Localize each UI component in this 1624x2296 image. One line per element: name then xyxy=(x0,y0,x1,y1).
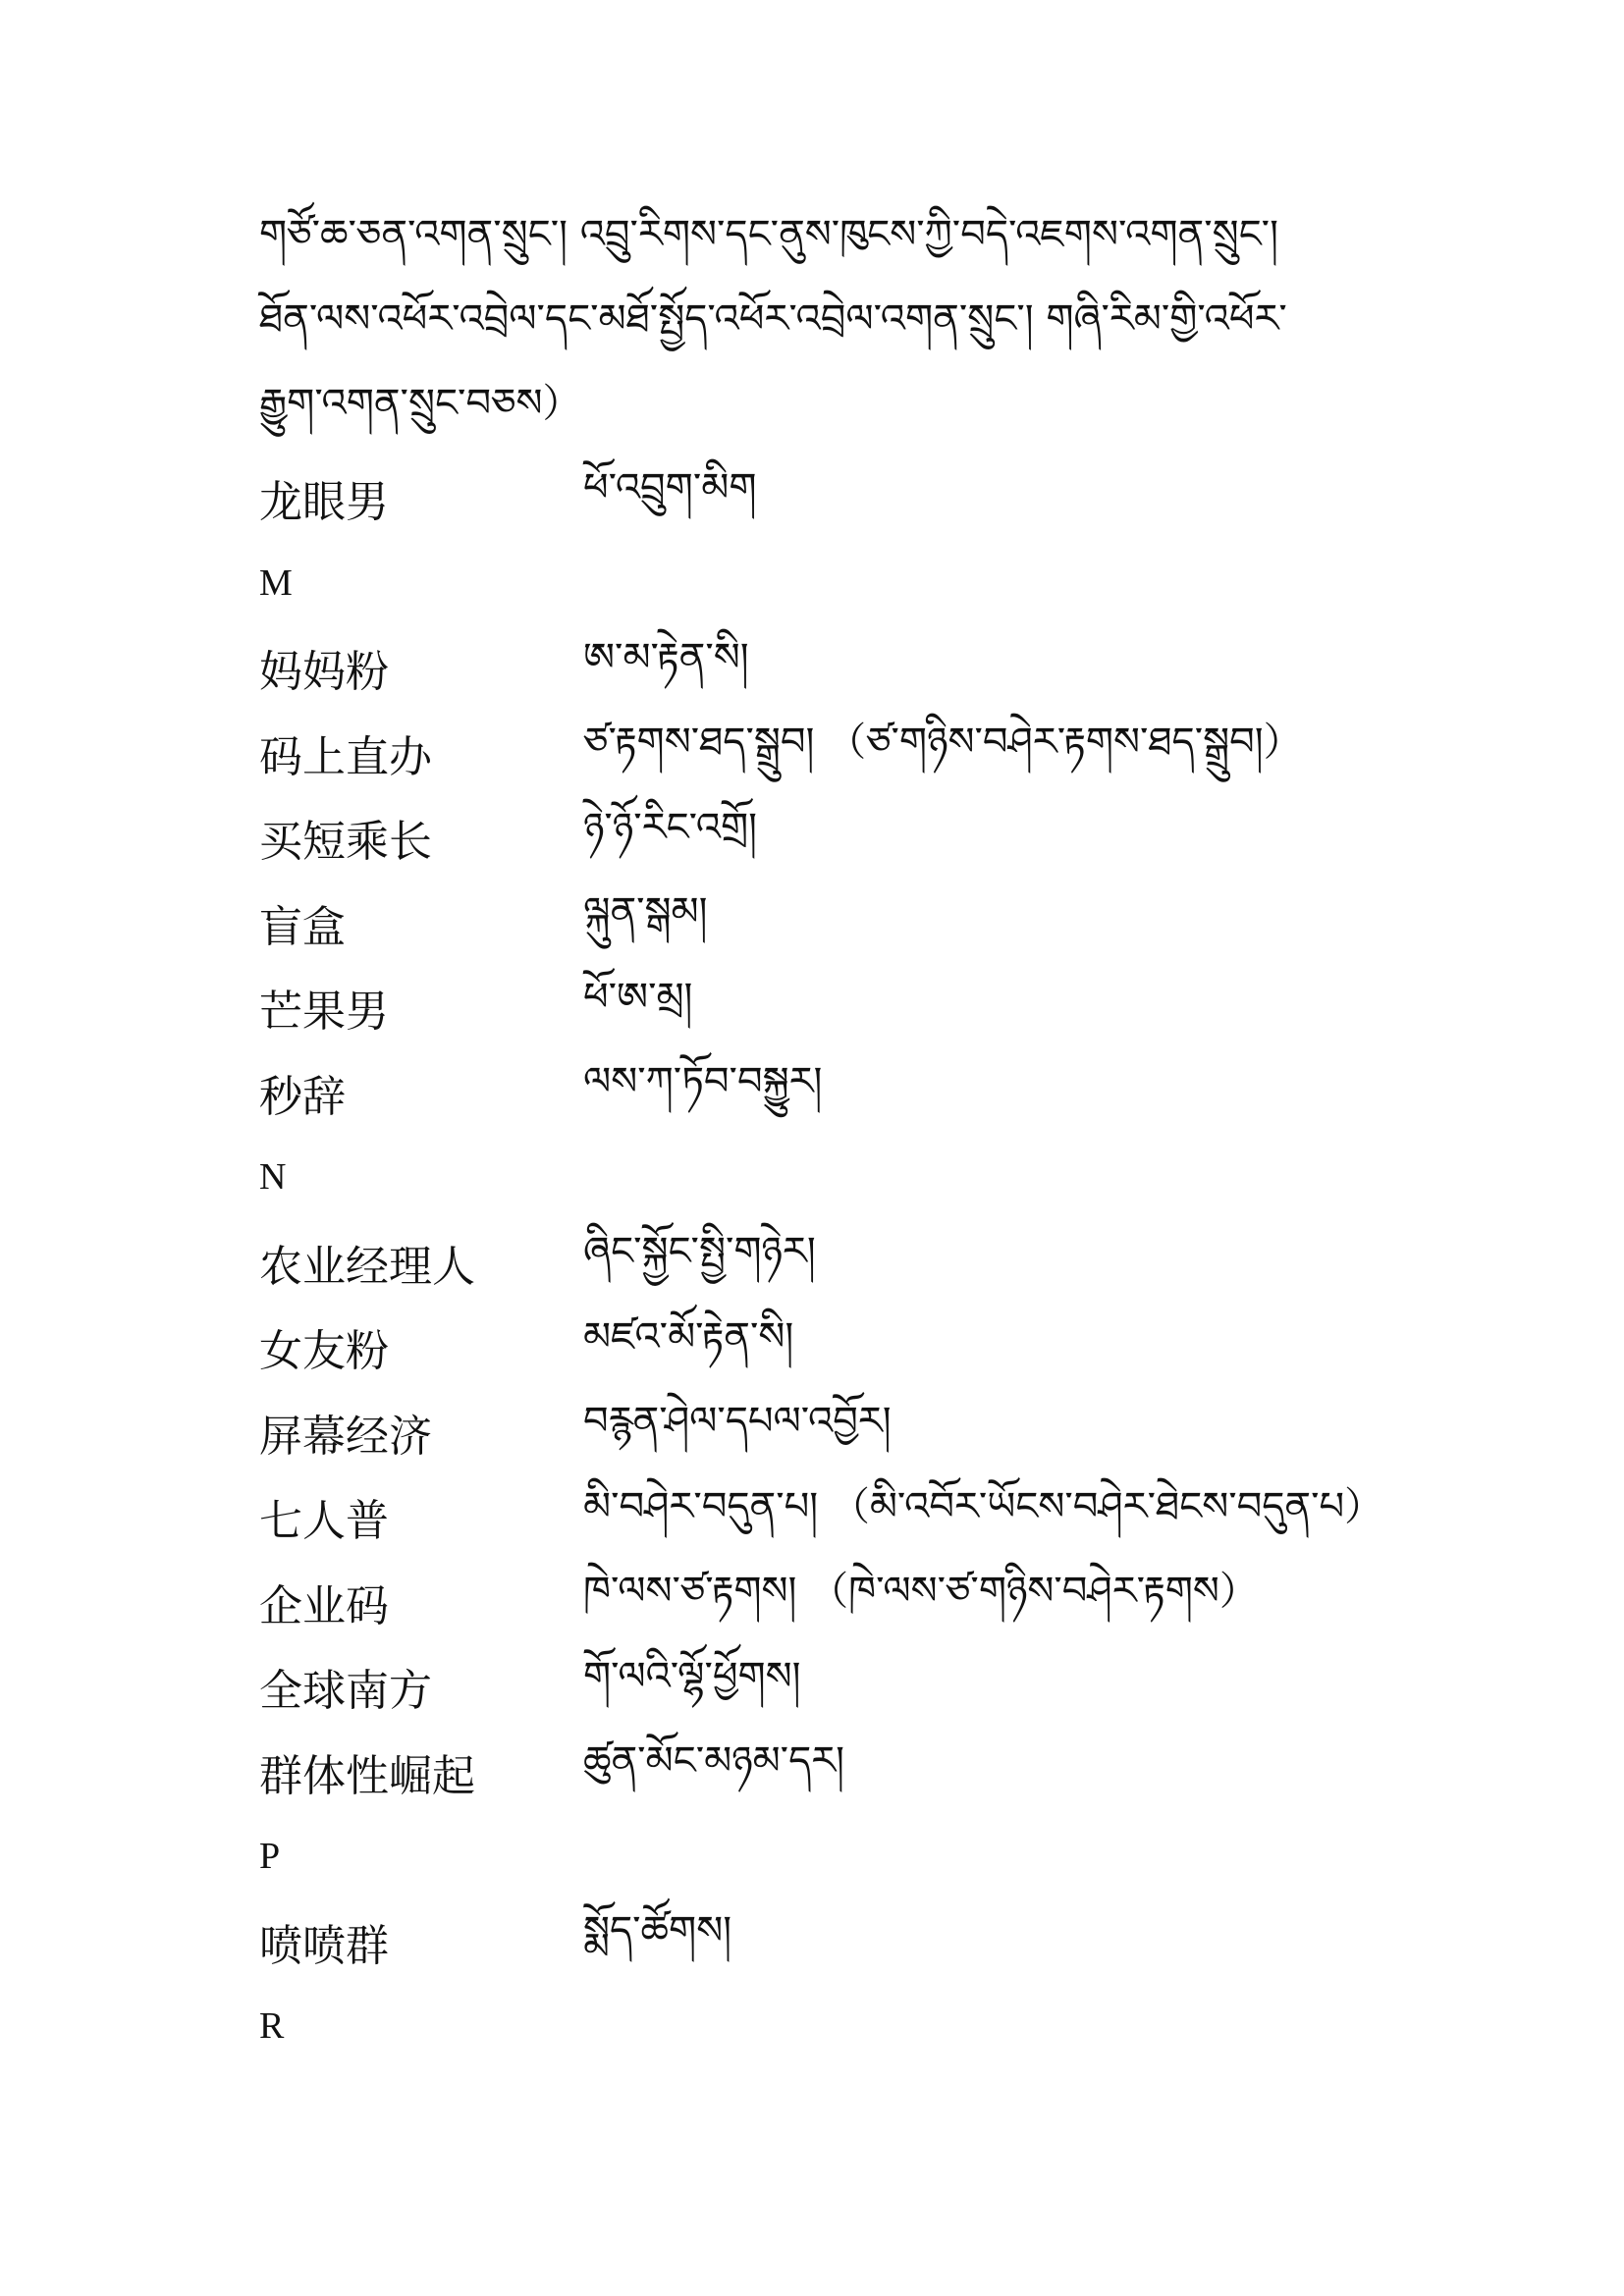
section-letter xyxy=(259,541,1388,626)
section-letter-label: P xyxy=(259,1836,281,1878)
chinese-term: 农业经理人 xyxy=(259,1241,475,1292)
chinese-term: 全球南方 xyxy=(259,1666,432,1717)
tibetan-translation: ཞིང་སྐྱོང་སྤྱི་གཉེར། xyxy=(583,1229,816,1275)
glossary-entry xyxy=(259,1899,1388,1985)
glossary-entry xyxy=(259,1560,1388,1645)
chinese-term: 盲盒 xyxy=(259,901,346,952)
chinese-term: 屏幕经济 xyxy=(259,1411,432,1462)
tibetan-translation: ཕོ་འབྲུག་མིག xyxy=(583,464,757,510)
tibetan-translation: ཁེ་ལས་ཙ་རྟགས། （ཁེ་ལས་ཙ་གཉིས་བཤེར་རྟགས） xyxy=(583,1569,1259,1615)
continuation-line: ཐོན་ལས་འཕོར་འབྲེལ་དང་མཐོ་སྤྱོད་འཕོར་འབྲེལ་འགན་སྲུང་། གཞི་རིམ་གྱི་འཕོར་ xyxy=(259,296,1287,342)
tibetan-translation: ཨ་མ་རྟེན་སི། xyxy=(583,634,749,680)
continued-definition xyxy=(259,192,1388,446)
glossary-list xyxy=(259,455,1388,2069)
section-letter xyxy=(259,1984,1388,2069)
tibetan-translation: གོ་ལའི་ལྷོ་ཕྱོགས། xyxy=(583,1653,801,1699)
section-letter-label: R xyxy=(259,2005,285,2048)
tibetan-translation: ལས་ཀ་ཏོབ་བསྐྱུར། xyxy=(583,1059,823,1105)
tibetan-translation: ཉེ་ཉོ་རིང་འགྲོ། xyxy=(583,804,758,850)
chinese-term: 龙眼男 xyxy=(259,477,389,528)
tibetan-translation: མཛའ་མོ་རྟེན་སི། xyxy=(583,1313,794,1360)
chinese-term: 七人普 xyxy=(259,1496,389,1547)
continuation-line: གཙོ་ཆ་ཅན་འགན་སྲུང་། འབྲུ་རིགས་དང་ནུས་ཁུངས་ཀྱི་བདེ་འཇགས་འགན་སྲུང་། xyxy=(259,212,1278,257)
tibetan-translation: ཕོ་ཨ་མྲ། xyxy=(583,974,693,1020)
glossary-entry xyxy=(259,1220,1388,1306)
tibetan-translation: ཚུན་མོང་མཉམ་དར། xyxy=(583,1738,845,1785)
chinese-term: 秒辞 xyxy=(259,1071,346,1122)
chinese-term: 企业码 xyxy=(259,1580,389,1631)
chinese-term: 妈妈粉 xyxy=(259,647,389,698)
chinese-term: 女友粉 xyxy=(259,1326,389,1377)
glossary-entry xyxy=(259,455,1388,541)
section-letter-label: N xyxy=(259,1156,287,1199)
tibetan-translation: སྨོད་ཚོགས། xyxy=(583,1908,732,1954)
section-letter xyxy=(259,1135,1388,1220)
glossary-entry xyxy=(259,1730,1388,1815)
section-letter-label: M xyxy=(259,561,293,604)
tibetan-translation: ལྐུན་སྒམ། xyxy=(583,889,708,935)
glossary-entry xyxy=(259,965,1388,1050)
chinese-term: 芒果男 xyxy=(259,987,389,1038)
glossary-entry xyxy=(259,711,1388,796)
tibetan-translation: མི་བཤེར་བདུན་པ། （མི་འབོར་ཡོངས་བཤེར་ཐེངས་བདུན་པ） xyxy=(583,1483,1384,1529)
continuation-line: རྒྱུག་འགན་སྲུང་བཅས） xyxy=(259,381,582,426)
chinese-term: 群体性崛起 xyxy=(259,1750,475,1801)
glossary-entry xyxy=(259,881,1388,966)
glossary-entry xyxy=(259,1050,1388,1136)
tibetan-translation: བརྙན་ཤེལ་དཔལ་འབྱོར། xyxy=(583,1399,892,1445)
chinese-term: 码上直办 xyxy=(259,731,432,782)
tibetan-translation: ཙ་རྟགས་ཐད་སྒྲུབ། （ཙ་གཉིས་བཤེར་རྟགས་ཐད་སྒྲུབ།） xyxy=(583,720,1303,766)
chinese-term: 买短乘长 xyxy=(259,817,432,868)
chinese-term: 喷喷群 xyxy=(259,1920,389,1971)
